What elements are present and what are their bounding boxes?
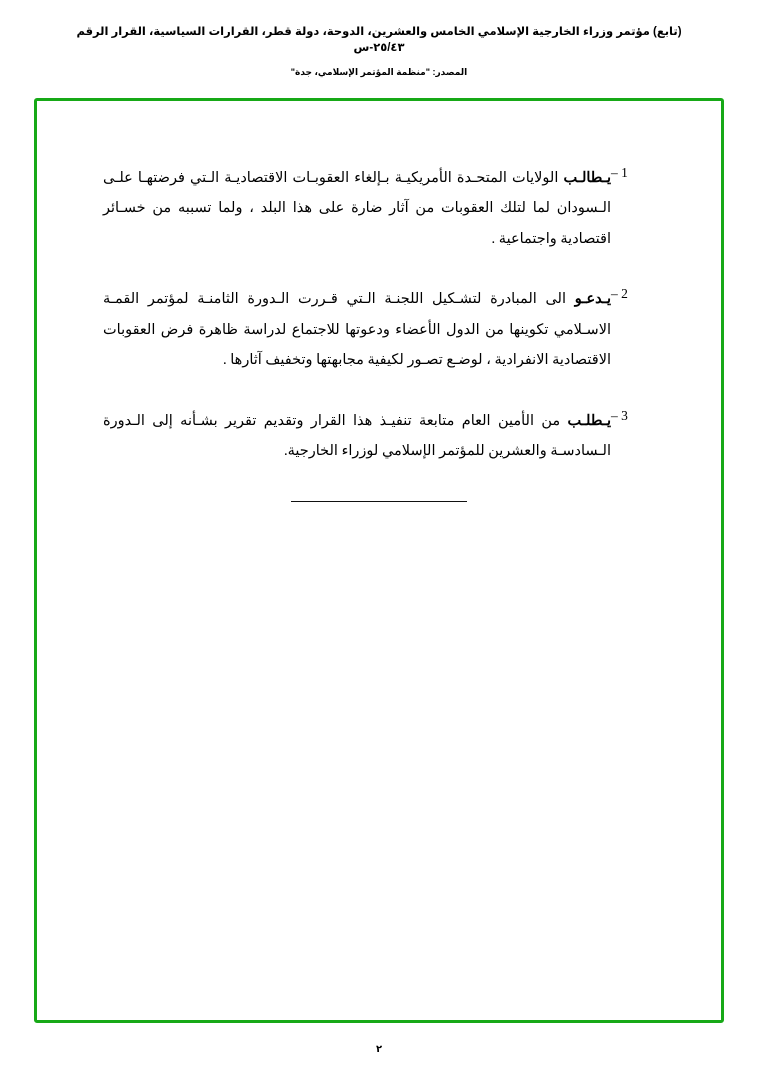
- resolution-clause-list: [103, 163, 655, 467]
- clause-item: [103, 163, 655, 254]
- clause-text: [103, 284, 611, 375]
- clause-item: [103, 406, 655, 467]
- horizontal-rule-icon: [291, 501, 467, 502]
- green-border-frame: [34, 98, 724, 1023]
- clause-verb: يـطالـب: [563, 170, 611, 186]
- clause-number: 3 –: [611, 407, 628, 423]
- clause-verb: يـدعـو: [574, 291, 611, 308]
- page-number: ٢: [375, 1044, 383, 1055]
- header-source-line: المصدر: "منظمة المؤتمر الإسلامي، جدة": [290, 67, 468, 78]
- clause-verb: يـطلـب: [567, 412, 611, 429]
- header-continuation-line: (تابع) مؤتمر وزراء الخارجية الإسلامي الخامس والعشرين، الدوحة، دولة قطر، القرارات السياسية، القرار الرقم ٢٥/٤٣-س: [76, 26, 682, 55]
- clause-body-text: الى المبادرة لتشـكيل اللجنـة الـتي قـررت الـدورة الثامنـة لمؤتمر القمـة الاسـلامي تكوينها من الدول الأعضاء ودعوتها للاجتماع لدراسة ظاهرة فرض العقوبات الاقتصادية الانفرادية ، لوضـع تصـور لكيفية مجابهتها وتخفيف آثارها .: [103, 291, 611, 369]
- page-footer: [0, 1044, 758, 1055]
- section-separator: [103, 501, 655, 502]
- clause-item: [103, 284, 655, 375]
- page-header: [0, 24, 758, 78]
- clause-body-text: من الأمين العام متابعة تنفيـذ هذا القرار وتقديم تقرير بشـأنه إلى الـدورة الـسادسـة والعشرين للمؤتمر الإسلامي لوزراء الخارجية.: [103, 412, 611, 460]
- clause-text: [103, 406, 611, 467]
- clause-text: [103, 163, 611, 254]
- clause-number: 2 –: [611, 286, 628, 302]
- clause-body-text: الولايات المتحـدة الأمريكيـة بـإلغاء العقوبـات الاقتصاديـة الـتي فرضتهـا علـى الـسودان لما لتلك العقوبات من آثار ضارة على هذا البلد ، ولما تسببه من خسـائر اقتصادية واجتماعية .: [103, 170, 611, 247]
- clause-number: 1 –: [611, 165, 628, 180]
- frame-content-area: [37, 101, 721, 1020]
